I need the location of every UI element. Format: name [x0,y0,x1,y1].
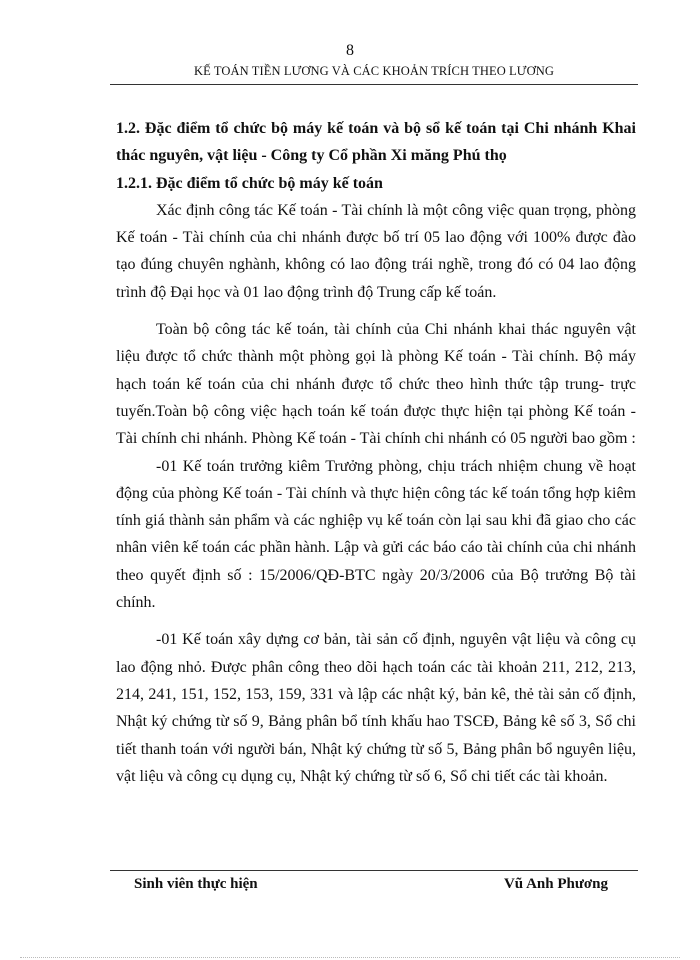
page-number: 8 [346,42,354,59]
section-title: 1.2. Đặc điểm tổ chức bộ máy kế toán và bộ sổ kế toán tại Chi nhánh Khai thác nguyên, vật liệu - Công ty Cổ phần Xi măng Phú thọ [116,120,636,165]
paragraph: Xác định công tác Kế toán - Tài chính là một công việc quan trọng, phòng Kế toán - Tài chính của chi nhánh được bố trí 05 lao động với 100% được đào tạo đúng chuyên nghành, không có lao động trái nghề, trong đó có 04 lao động trình độ Đại học và 01 lao động trình độ Trung cấp kế toán. [116,201,636,301]
document-body [116,115,636,790]
page-bottom-border [20,957,680,958]
header-divider [110,84,638,85]
footer-divider [110,870,638,871]
paragraph: Toàn bộ công tác kế toán, tài chính của Chi nhánh khai thác nguyên vật liệu được tổ chức thành một phòng gọi là phòng Kế toán - Tài chính. Bộ máy hạch toán kế toán của chi nhánh được tổ chức theo hình thức tập trung- trực tuyến.Toàn bộ công việc hạch toán kế toán được thực hiện tại phòng Kế toán - Tài chính chi nhánh. Phòng Kế toán - Tài chính chi nhánh có 05 người bao gồm : [116,321,636,448]
paragraph: -01 Kế toán trưởng kiêm Trưởng phòng, chịu trách nhiệm chung về hoạt động của phòng Kế toán - Tài chính và thực hiện công tác kế toán tổng hợp kiêm tính giá thành sản phẩm và các nghiệp vụ kế toán còn lại sau khi đã giao cho các nhân viên kế toán các phần hành. Lập và gửi các báo cáo tài chính của chi nhánh theo quyết định số : 15/2006/QĐ-BTC ngày 20/3/2006 của Bộ trưởng Bộ tài chính. [116,457,636,612]
footer [134,876,608,893]
subsection-title: 1.2.1. Đặc điểm tổ chức bộ máy kế toán [116,174,383,192]
footer-author-name: Vũ Anh Phương [503,876,608,892]
paragraph: -01 Kế toán xây dựng cơ bản, tài sản cố định, nguyên vật liệu và công cụ lao động nhỏ. Được phân công theo dõi hạch toán các tài khoản 211, 212, 213, 214, 241, 151, 152, 153, 159, 331 và lập các nhật ký, bản kê, thẻ tài sản cố định, Nhật ký chứng từ số 9, Bảng phân bổ tính khấu hao TSCĐ, Bảng kê số 3, Sổ chi tiết thanh toán với người bán, Nhật ký chứng từ số 5, Bảng phân bổ nguyên liệu, vật liệu và công cụ dụng cụ, Nhật ký chứng từ số 6, Sổ chi tiết các tài khoản. [116,631,636,785]
running-header: KẾ TOÁN TIỀN LƯƠNG VÀ CÁC KHOẢN TRÍCH THEO LƯƠNG [194,64,554,78]
footer-left-label: Sinh viên thực hiện [134,876,258,892]
